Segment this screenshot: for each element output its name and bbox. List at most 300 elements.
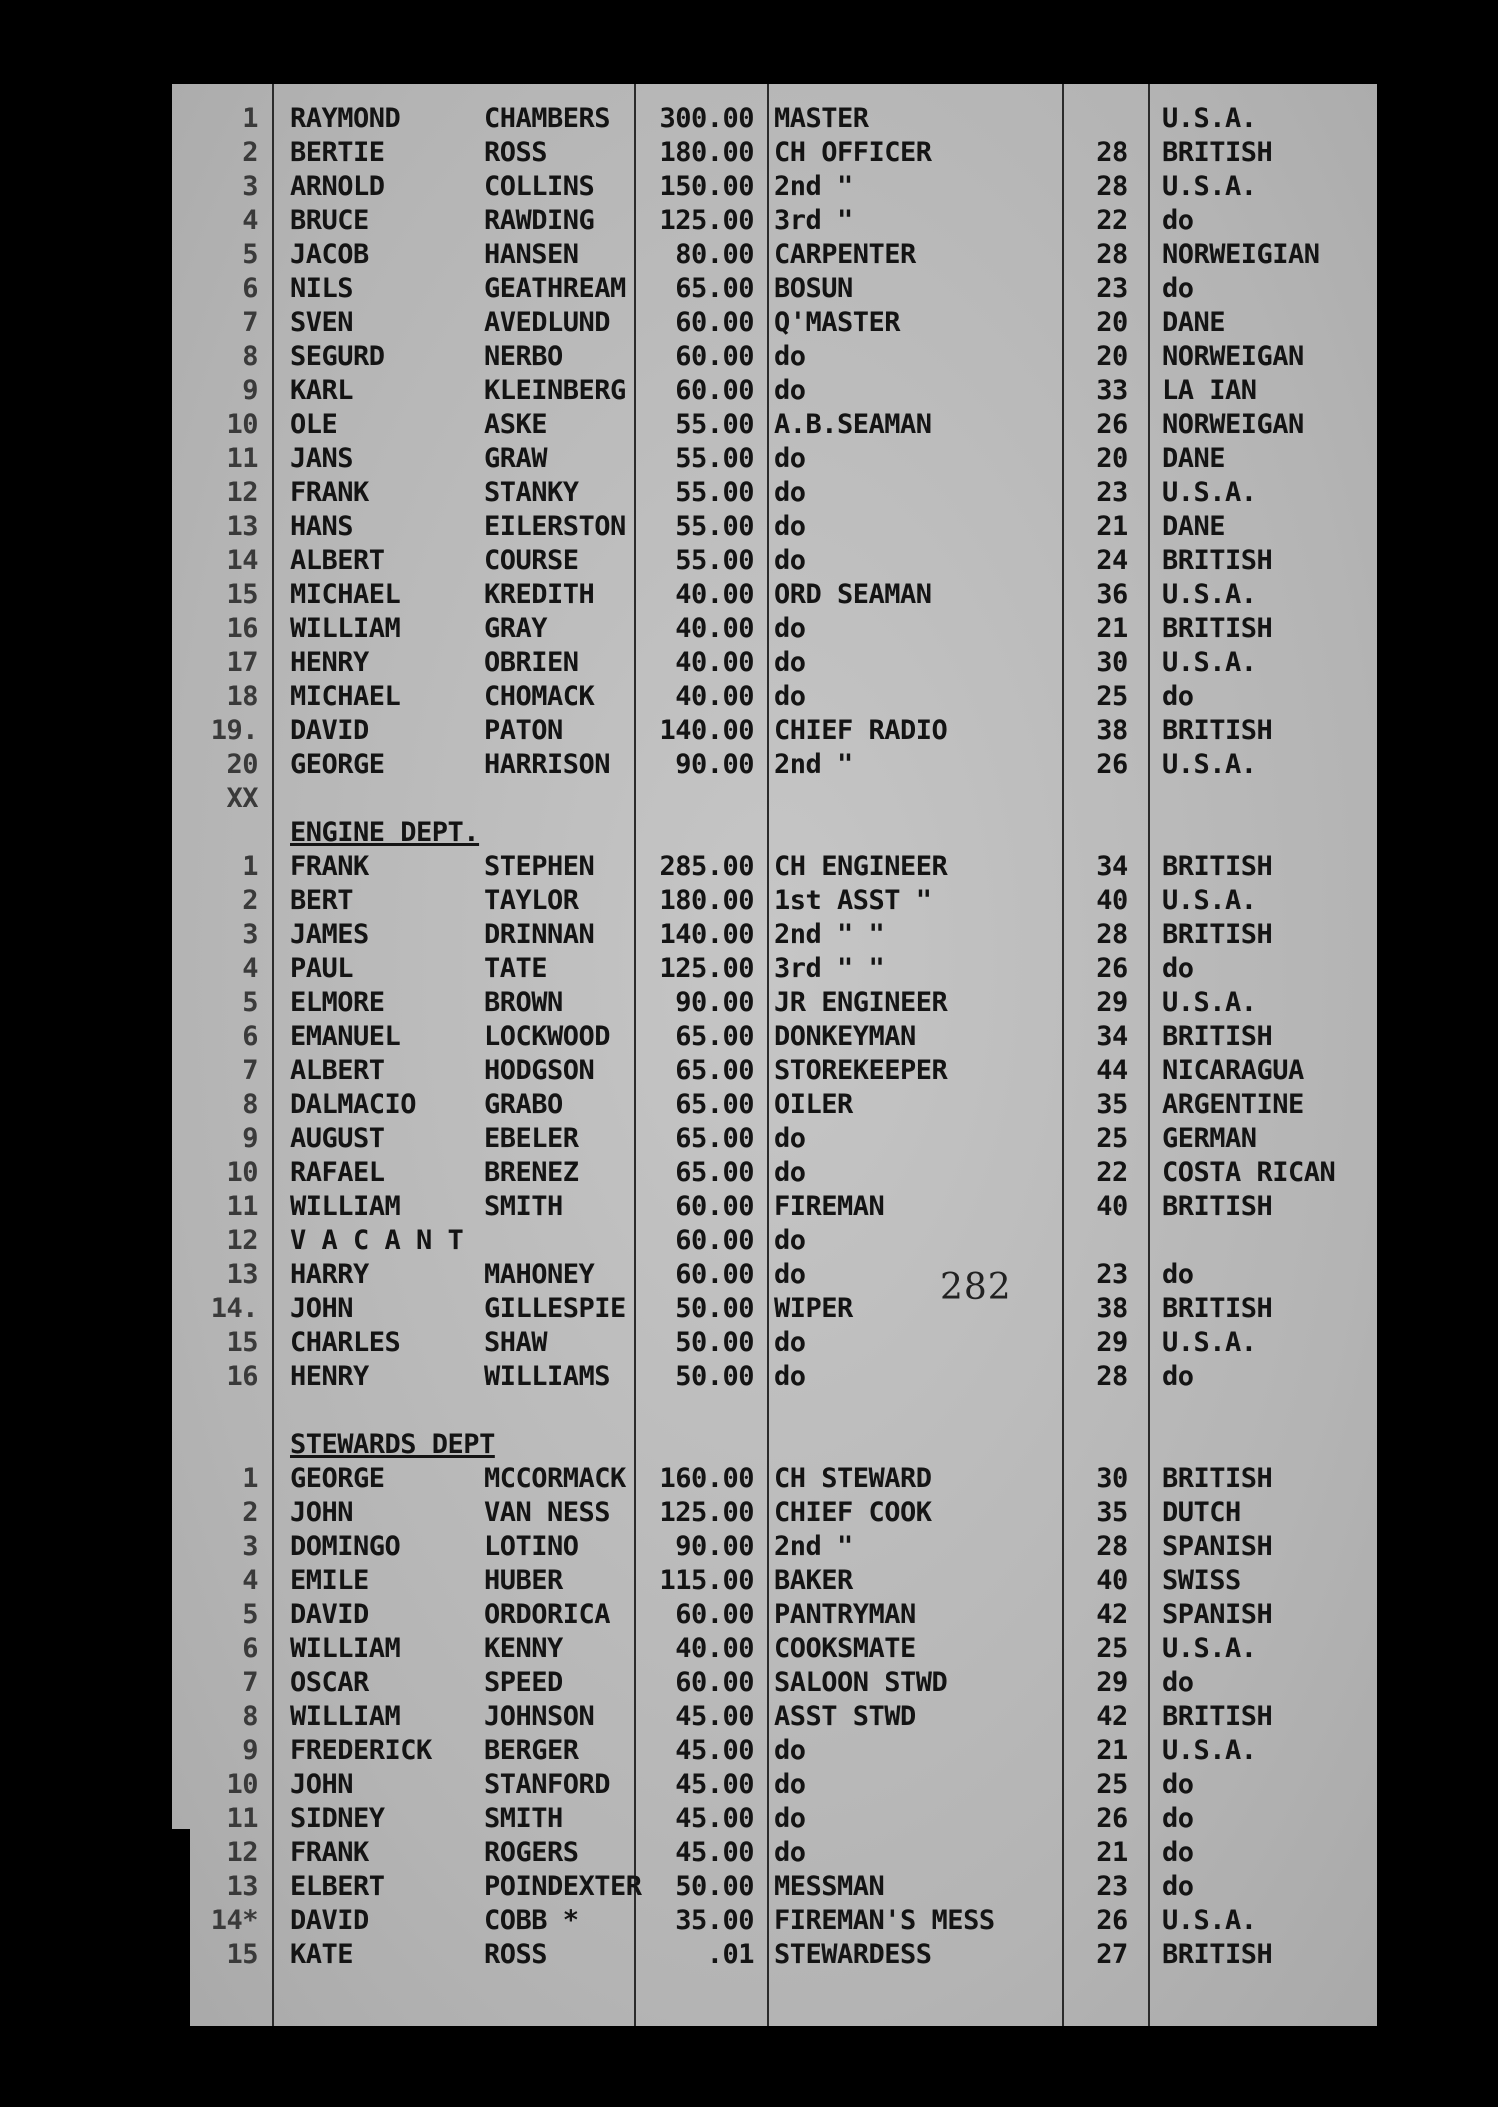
- crew-rank: 2nd ": [774, 171, 853, 202]
- crew-first: FRANK: [290, 477, 369, 508]
- crew-wage: 60.00: [675, 307, 754, 338]
- crew-wage: 140.00: [659, 919, 754, 950]
- crew-age: 29: [1096, 1667, 1128, 1698]
- crew-first: WILLIAM: [290, 1633, 401, 1664]
- crew-nat: BRITISH: [1162, 919, 1273, 950]
- crew-wage: 60.00: [675, 1191, 754, 1222]
- crew-row: [172, 612, 1377, 646]
- crew-no: 6: [242, 1021, 258, 1052]
- crew-last: ROSS: [484, 137, 548, 168]
- crew-rank: SALOON STWD: [774, 1667, 948, 1698]
- crew-first: JAMES: [290, 919, 369, 950]
- crew-first: JACOB: [290, 239, 369, 270]
- crew-first: JOHN: [290, 1497, 354, 1528]
- crew-last: BRENEZ: [484, 1157, 579, 1188]
- crew-no: 10: [226, 1157, 258, 1188]
- crew-first: RAYMOND: [290, 103, 401, 134]
- crew-wage: 285.00: [659, 851, 754, 882]
- crew-age: 35: [1096, 1089, 1128, 1120]
- crew-row: [172, 1530, 1377, 1564]
- crew-no: 5: [242, 987, 258, 1018]
- crew-nat: NICARAGUA: [1162, 1055, 1304, 1086]
- crew-age: 23: [1096, 477, 1128, 508]
- crew-row: [172, 1258, 1377, 1292]
- crew-nat: U.S.A.: [1162, 885, 1257, 916]
- crew-age: 30: [1096, 1463, 1128, 1494]
- crew-wage: 55.00: [675, 443, 754, 474]
- crew-no: 9: [242, 1123, 258, 1154]
- crew-rank: 3rd " ": [774, 953, 885, 984]
- crew-first: ELBERT: [290, 1871, 385, 1902]
- crew-rank: do: [774, 1361, 806, 1392]
- crew-wage: 55.00: [675, 477, 754, 508]
- crew-rank: do: [774, 1327, 806, 1358]
- crew-first: HENRY: [290, 1361, 369, 1392]
- crew-age: 20: [1096, 443, 1128, 474]
- crew-first: MICHAEL: [290, 579, 401, 610]
- crew-age: 38: [1096, 1293, 1128, 1324]
- crew-nat: U.S.A.: [1162, 1905, 1257, 1936]
- crew-wage: 140.00: [659, 715, 754, 746]
- crew-last: COURSE: [484, 545, 579, 576]
- crew-last: HODGSON: [484, 1055, 595, 1086]
- crew-age: 36: [1096, 579, 1128, 610]
- crew-last: HARRISON: [484, 749, 611, 780]
- crew-last: SMITH: [484, 1803, 563, 1834]
- crew-rank: CH OFFICER: [774, 137, 932, 168]
- crew-age: 34: [1096, 851, 1128, 882]
- crew-last: STANKY: [484, 477, 579, 508]
- crew-no: 15: [226, 1327, 258, 1358]
- crew-row: [172, 544, 1377, 578]
- crew-wage: 300.00: [659, 103, 754, 134]
- crew-rank: COOKSMATE: [774, 1633, 916, 1664]
- crew-rank: do: [774, 1225, 806, 1256]
- crew-last: STEPHEN: [484, 851, 595, 882]
- crew-no: 6: [242, 1633, 258, 1664]
- crew-first: RAFAEL: [290, 1157, 385, 1188]
- crew-last: ASKE: [484, 409, 548, 440]
- crew-nat: NORWEIGAN: [1162, 409, 1304, 440]
- crew-no: 12: [226, 1837, 258, 1868]
- crew-last: MCCORMACK: [484, 1463, 626, 1494]
- crew-row: [172, 170, 1377, 204]
- crew-first: GEORGE: [290, 1463, 385, 1494]
- crew-row: [172, 1020, 1377, 1054]
- crew-no: 17: [226, 647, 258, 678]
- crew-nat: DANE: [1162, 307, 1226, 338]
- crew-last: EILERSTON: [484, 511, 626, 542]
- crew-age: 27: [1096, 1939, 1128, 1970]
- crew-rank: 2nd ": [774, 1531, 853, 1562]
- page-number: 282: [940, 1267, 1012, 1308]
- crew-first: SVEN: [290, 307, 354, 338]
- crew-nat: GERMAN: [1162, 1123, 1257, 1154]
- crew-row: [172, 986, 1377, 1020]
- crew-row: [172, 476, 1377, 510]
- crew-first: MICHAEL: [290, 681, 401, 712]
- crew-last: HUBER: [484, 1565, 563, 1596]
- crew-row: [172, 1360, 1377, 1394]
- crew-row: [172, 1870, 1377, 1904]
- crew-row: [172, 1666, 1377, 1700]
- crew-nat: U.S.A.: [1162, 647, 1257, 678]
- crew-rank: do: [774, 1769, 806, 1800]
- crew-rank: do: [774, 681, 806, 712]
- crew-first: OSCAR: [290, 1667, 369, 1698]
- crew-nat: BRITISH: [1162, 1293, 1273, 1324]
- crew-no: 6: [242, 273, 258, 304]
- crew-last: TATE: [484, 953, 548, 984]
- crew-no: 13: [226, 1871, 258, 1902]
- crew-last: GILLESPIE: [484, 1293, 626, 1324]
- crew-wage: 35.00: [675, 1905, 754, 1936]
- crew-no: 1: [242, 1463, 258, 1494]
- crew-no: 15: [226, 579, 258, 610]
- crew-age: 26: [1096, 1803, 1128, 1834]
- crew-row: [172, 510, 1377, 544]
- crew-no: 14: [226, 545, 258, 576]
- crew-rank: JR ENGINEER: [774, 987, 948, 1018]
- crew-wage: 60.00: [675, 375, 754, 406]
- crew-nat: BRITISH: [1162, 1701, 1273, 1732]
- crew-no: 11: [226, 443, 258, 474]
- crew-nat: do: [1162, 273, 1194, 304]
- crew-first: BERTIE: [290, 137, 385, 168]
- crew-age: 20: [1096, 341, 1128, 372]
- crew-rank: WIPER: [774, 1293, 853, 1324]
- crew-last: SPEED: [484, 1667, 563, 1698]
- crew-last: SMITH: [484, 1191, 563, 1222]
- crew-row: [172, 1224, 1377, 1258]
- crew-age: 28: [1096, 171, 1128, 202]
- crew-nat: COSTA RICAN: [1162, 1157, 1336, 1188]
- crew-last: LOTINO: [484, 1531, 579, 1562]
- crew-no: 3: [242, 171, 258, 202]
- crew-no: 4: [242, 1565, 258, 1596]
- crew-age: 38: [1096, 715, 1128, 746]
- crew-wage: 50.00: [675, 1871, 754, 1902]
- crew-rank: MASTER: [774, 103, 869, 134]
- crew-no: 8: [242, 341, 258, 372]
- crew-no: 4: [242, 953, 258, 984]
- crew-age: 22: [1096, 1157, 1128, 1188]
- crew-list-sheet: [172, 84, 1377, 2026]
- crew-no: 15: [226, 1939, 258, 1970]
- crew-age: 40: [1096, 1565, 1128, 1596]
- crew-row: [172, 1904, 1377, 1938]
- crew-no: 3: [242, 1531, 258, 1562]
- crew-first: BRUCE: [290, 205, 369, 236]
- crew-nat: U.S.A.: [1162, 579, 1257, 610]
- crew-rank: do: [774, 1803, 806, 1834]
- crew-rank: do: [774, 341, 806, 372]
- crew-age: 22: [1096, 205, 1128, 236]
- crew-wage: 65.00: [675, 1089, 754, 1120]
- crew-last: POINDEXTER: [484, 1871, 642, 1902]
- crew-row: [172, 1054, 1377, 1088]
- crew-rank: DONKEYMAN: [774, 1021, 916, 1052]
- crew-first: EMANUEL: [290, 1021, 401, 1052]
- crew-no: 7: [242, 307, 258, 338]
- crew-last: KREDITH: [484, 579, 595, 610]
- crew-age: 42: [1096, 1599, 1128, 1630]
- crew-rank: 3rd ": [774, 205, 853, 236]
- crew-nat: BRITISH: [1162, 1191, 1273, 1222]
- crew-age: 28: [1096, 137, 1128, 168]
- crew-nat: BRITISH: [1162, 715, 1273, 746]
- crew-row: [172, 238, 1377, 272]
- crew-wage: 60.00: [675, 1667, 754, 1698]
- crew-rank: MESSMAN: [774, 1871, 885, 1902]
- crew-age: 23: [1096, 1259, 1128, 1290]
- crew-first: ALBERT: [290, 545, 385, 576]
- crew-age: 29: [1096, 1327, 1128, 1358]
- crew-nat: NORWEIGIAN: [1162, 239, 1320, 270]
- crew-rank: do: [774, 1259, 806, 1290]
- crew-wage: 50.00: [675, 1293, 754, 1324]
- crew-first: JOHN: [290, 1293, 354, 1324]
- crew-last: ORDORICA: [484, 1599, 611, 1630]
- crew-age: 40: [1096, 885, 1128, 916]
- crew-rank: FIREMAN: [774, 1191, 885, 1222]
- crew-last: PATON: [484, 715, 563, 746]
- crew-age: 21: [1096, 511, 1128, 542]
- crew-nat: BRITISH: [1162, 1021, 1273, 1052]
- crew-last: GRAY: [484, 613, 548, 644]
- crew-last: NERBO: [484, 341, 563, 372]
- crew-first: CHARLES: [290, 1327, 401, 1358]
- crew-rank: do: [774, 477, 806, 508]
- crew-nat: do: [1162, 1803, 1194, 1834]
- crew-nat: U.S.A.: [1162, 477, 1257, 508]
- crew-no: 9: [242, 375, 258, 406]
- crew-row: [172, 1496, 1377, 1530]
- crew-age: 28: [1096, 1361, 1128, 1392]
- crew-age: 24: [1096, 545, 1128, 576]
- crew-no: 5: [242, 239, 258, 270]
- crew-rank: do: [774, 375, 806, 406]
- crew-last: ROGERS: [484, 1837, 579, 1868]
- crew-nat: ARGENTINE: [1162, 1089, 1304, 1120]
- engine-dept-heading: ENGINE DEPT.: [290, 817, 480, 848]
- crew-rank: STEWARDESS: [774, 1939, 932, 1970]
- crew-wage: 160.00: [659, 1463, 754, 1494]
- crew-last: JOHNSON: [484, 1701, 595, 1732]
- crew-nat: do: [1162, 1361, 1194, 1392]
- crew-wage: 45.00: [675, 1803, 754, 1834]
- crew-row: [172, 1598, 1377, 1632]
- crew-row: [172, 1156, 1377, 1190]
- crew-first: DAVID: [290, 715, 369, 746]
- crew-wage: 45.00: [675, 1735, 754, 1766]
- crew-age: 25: [1096, 1123, 1128, 1154]
- crew-first: FRANK: [290, 851, 369, 882]
- crew-no: 10: [226, 1769, 258, 1800]
- section-mark: XX: [226, 783, 258, 814]
- crew-age: 29: [1096, 987, 1128, 1018]
- crew-row: [172, 1768, 1377, 1802]
- crew-nat: do: [1162, 1837, 1194, 1868]
- crew-first: WILLIAM: [290, 613, 401, 644]
- crew-first: JOHN: [290, 1769, 354, 1800]
- crew-row: [172, 748, 1377, 782]
- crew-rank: STOREKEEPER: [774, 1055, 948, 1086]
- crew-row: [172, 1292, 1377, 1326]
- section-mark-row: [172, 782, 1377, 816]
- crew-no: 14*: [210, 1905, 258, 1936]
- crew-last: EBELER: [484, 1123, 579, 1154]
- crew-wage: 45.00: [675, 1769, 754, 1800]
- crew-nat: do: [1162, 1769, 1194, 1800]
- crew-nat: BRITISH: [1162, 1463, 1273, 1494]
- crew-rank: CARPENTER: [774, 239, 916, 270]
- crew-row: [172, 1122, 1377, 1156]
- crew-nat: BRITISH: [1162, 851, 1273, 882]
- crew-age: 20: [1096, 307, 1128, 338]
- crew-last: HANSEN: [484, 239, 579, 270]
- crew-wage: 65.00: [675, 1021, 754, 1052]
- crew-age: 33: [1096, 375, 1128, 406]
- crew-age: 44: [1096, 1055, 1128, 1086]
- crew-rank: 2nd ": [774, 749, 853, 780]
- crew-wage: 40.00: [675, 647, 754, 678]
- crew-no: 7: [242, 1667, 258, 1698]
- crew-nat: BRITISH: [1162, 545, 1273, 576]
- crew-wage: 115.00: [659, 1565, 754, 1596]
- crew-nat: do: [1162, 205, 1194, 236]
- crew-row: [172, 714, 1377, 748]
- crew-rank: PANTRYMAN: [774, 1599, 916, 1630]
- crew-age: 34: [1096, 1021, 1128, 1052]
- crew-rows: [172, 102, 1377, 1972]
- crew-rank: FIREMAN'S MESS: [774, 1905, 995, 1936]
- crew-no: 12: [226, 1225, 258, 1256]
- crew-last: ROSS: [484, 1939, 548, 1970]
- crew-wage: 180.00: [659, 885, 754, 916]
- crew-nat: U.S.A.: [1162, 1633, 1257, 1664]
- crew-row: [172, 680, 1377, 714]
- crew-first: DAVID: [290, 1905, 369, 1936]
- crew-wage: 50.00: [675, 1327, 754, 1358]
- crew-row: [172, 918, 1377, 952]
- crew-nat: SPANISH: [1162, 1599, 1273, 1630]
- crew-age: 42: [1096, 1701, 1128, 1732]
- crew-age: 26: [1096, 953, 1128, 984]
- crew-age: 35: [1096, 1497, 1128, 1528]
- crew-row: [172, 1836, 1377, 1870]
- crew-last: TAYLOR: [484, 885, 579, 916]
- crew-nat: SPANISH: [1162, 1531, 1273, 1562]
- crew-nat: U.S.A.: [1162, 987, 1257, 1018]
- crew-wage: 90.00: [675, 1531, 754, 1562]
- crew-nat: U.S.A.: [1162, 1735, 1257, 1766]
- crew-rank: CHIEF RADIO: [774, 715, 948, 746]
- crew-wage: 65.00: [675, 1157, 754, 1188]
- crew-first: HENRY: [290, 647, 369, 678]
- crew-rank: 2nd " ": [774, 919, 885, 950]
- crew-nat: do: [1162, 681, 1194, 712]
- crew-row: [172, 1734, 1377, 1768]
- crew-row: [172, 374, 1377, 408]
- crew-rank: do: [774, 1735, 806, 1766]
- engine-dept-heading-row: [172, 816, 1377, 850]
- crew-first: GEORGE: [290, 749, 385, 780]
- crew-no: 1: [242, 103, 258, 134]
- crew-age: 21: [1096, 613, 1128, 644]
- crew-first: JANS: [290, 443, 354, 474]
- crew-no: 11: [226, 1191, 258, 1222]
- crew-no: 8: [242, 1089, 258, 1120]
- crew-row: [172, 578, 1377, 612]
- crew-last: COBB *: [484, 1905, 579, 1936]
- crew-age: 21: [1096, 1837, 1128, 1868]
- crew-age: 40: [1096, 1191, 1128, 1222]
- crew-no: 8: [242, 1701, 258, 1732]
- crew-wage: 50.00: [675, 1361, 754, 1392]
- crew-no: 18: [226, 681, 258, 712]
- crew-row: [172, 1190, 1377, 1224]
- crew-last: GEATHREAM: [484, 273, 626, 304]
- crew-wage: 65.00: [675, 1055, 754, 1086]
- crew-wage: 45.00: [675, 1701, 754, 1732]
- crew-row: [172, 204, 1377, 238]
- crew-wage: 40.00: [675, 1633, 754, 1664]
- crew-no: 13: [226, 511, 258, 542]
- crew-rank: do: [774, 1157, 806, 1188]
- crew-rank: OILER: [774, 1089, 853, 1120]
- crew-rank: do: [774, 1837, 806, 1868]
- crew-no: 9: [242, 1735, 258, 1766]
- crew-no: 20: [226, 749, 258, 780]
- crew-rank: do: [774, 1123, 806, 1154]
- crew-last: CHOMACK: [484, 681, 595, 712]
- crew-first: HARRY: [290, 1259, 369, 1290]
- crew-wage: 65.00: [675, 273, 754, 304]
- crew-last: RAWDING: [484, 205, 595, 236]
- crew-first: ALBERT: [290, 1055, 385, 1086]
- crew-last: SHAW: [484, 1327, 548, 1358]
- crew-row: [172, 1632, 1377, 1666]
- crew-wage: 125.00: [659, 953, 754, 984]
- crew-no: 13: [226, 1259, 258, 1290]
- crew-nat: do: [1162, 1871, 1194, 1902]
- crew-last: GRABO: [484, 1089, 563, 1120]
- crew-no: 7: [242, 1055, 258, 1086]
- crew-nat: NORWEIGAN: [1162, 341, 1304, 372]
- crew-first: SEGURD: [290, 341, 385, 372]
- crew-row: [172, 850, 1377, 884]
- crew-first: WILLIAM: [290, 1701, 401, 1732]
- stewards-dept-heading-row: [172, 1428, 1377, 1462]
- crew-row: [172, 1326, 1377, 1360]
- crew-wage: 60.00: [675, 1599, 754, 1630]
- crew-rank: A.B.SEAMAN: [774, 409, 932, 440]
- crew-row: [172, 1564, 1377, 1598]
- crew-last: VAN NESS: [484, 1497, 611, 1528]
- crew-wage: 90.00: [675, 987, 754, 1018]
- crew-nat: BRITISH: [1162, 1939, 1273, 1970]
- crew-no: 19.: [210, 715, 258, 746]
- crew-rank: do: [774, 545, 806, 576]
- crew-wage: 150.00: [659, 171, 754, 202]
- crew-first: NILS: [290, 273, 354, 304]
- crew-last: MAHONEY: [484, 1259, 595, 1290]
- crew-wage: 125.00: [659, 1497, 754, 1528]
- crew-age: 28: [1096, 919, 1128, 950]
- crew-nat: SWISS: [1162, 1565, 1241, 1596]
- crew-last: STANFORD: [484, 1769, 611, 1800]
